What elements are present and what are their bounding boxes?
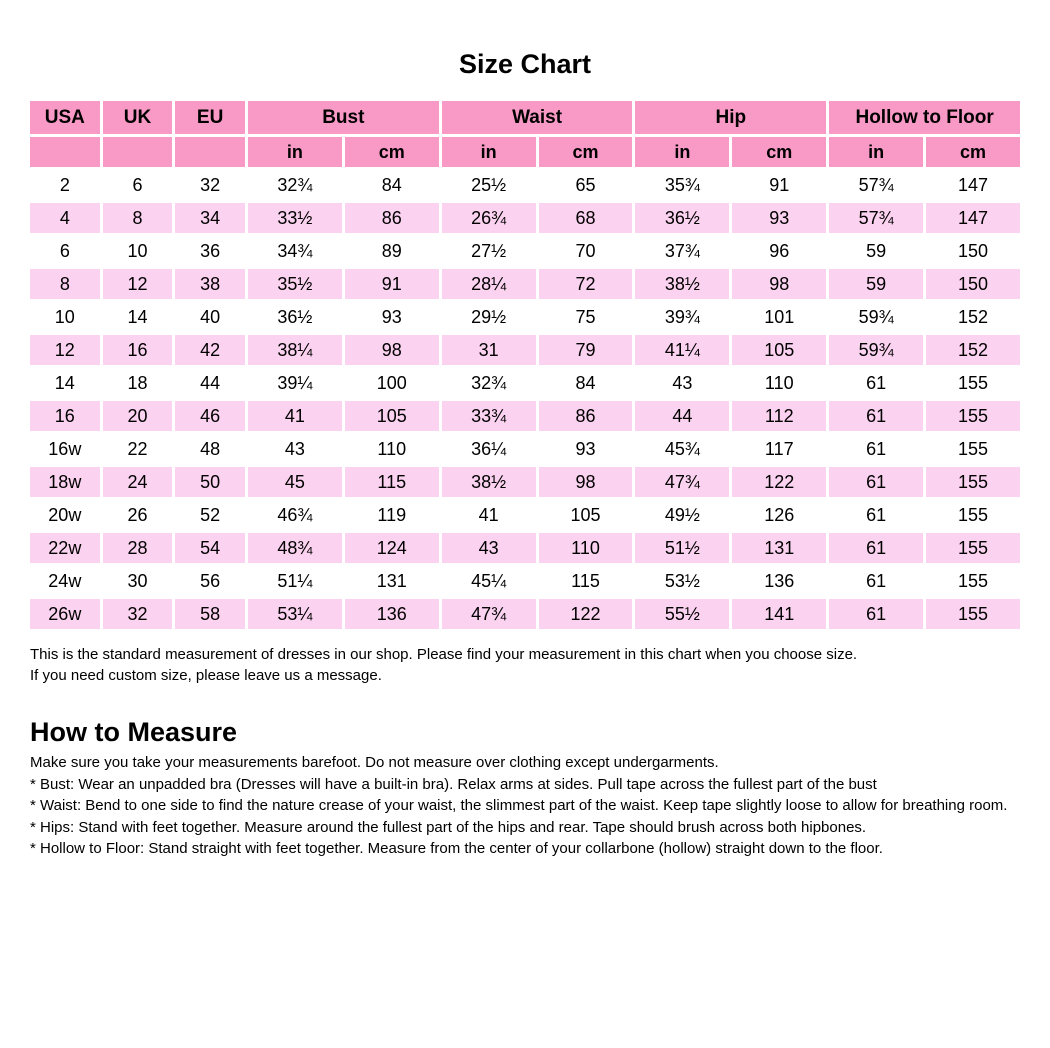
table-cell: 22w: [30, 533, 100, 563]
table-cell: 50: [175, 467, 245, 497]
table-cell: 12: [103, 269, 173, 299]
table-cell: 28: [103, 533, 173, 563]
table-row: [30, 335, 1020, 365]
table-cell: 57¾: [829, 203, 923, 233]
table-cell: 122: [539, 599, 633, 629]
table-cell: 58: [175, 599, 245, 629]
table-row: [30, 533, 1020, 563]
table-cell: 105: [345, 401, 439, 431]
size-chart-body: [30, 170, 1020, 629]
table-cell: 75: [539, 302, 633, 332]
table-row: [30, 599, 1020, 629]
table-cell: 39¼: [248, 368, 342, 398]
table-cell: 79: [539, 335, 633, 365]
table-cell: 59: [829, 236, 923, 266]
measure-item: * Hips: Stand with feet together. Measure around the fullest part of the hips and rear. Tape should brush across both hipbones.: [30, 818, 867, 836]
table-cell: 84: [539, 368, 633, 398]
table-cell: 59: [829, 269, 923, 299]
table-cell: 14: [30, 368, 100, 398]
unit-header: in: [829, 137, 923, 167]
table-cell: 26¾: [442, 203, 536, 233]
table-cell: 48: [175, 434, 245, 464]
table-cell: 52: [175, 500, 245, 530]
table-cell: 45: [248, 467, 342, 497]
column-header-waist: Waist: [442, 101, 633, 134]
table-cell: 26: [103, 500, 173, 530]
table-cell: 86: [539, 401, 633, 431]
table-cell: 16: [103, 335, 173, 365]
table-cell: 105: [732, 335, 826, 365]
table-cell: 44: [175, 368, 245, 398]
measure-list: [30, 774, 1020, 860]
table-cell: 152: [926, 302, 1020, 332]
size-chart-table: [27, 98, 1023, 632]
table-cell: 131: [345, 566, 439, 596]
table-cell: 152: [926, 335, 1020, 365]
how-to-measure-heading: How to Measure: [30, 717, 238, 747]
table-cell: 91: [345, 269, 439, 299]
table-cell: 112: [732, 401, 826, 431]
measure-block: [30, 752, 1020, 860]
table-cell: 98: [345, 335, 439, 365]
table-cell: 35¾: [635, 170, 729, 200]
column-header-uk: UK: [103, 101, 173, 134]
table-cell: 110: [539, 533, 633, 563]
table-cell: 155: [926, 599, 1020, 629]
table-cell: 93: [345, 302, 439, 332]
table-row: [30, 368, 1020, 398]
table-cell: 8: [103, 203, 173, 233]
table-row: [30, 467, 1020, 497]
table-cell: 36¼: [442, 434, 536, 464]
table-cell: 10: [103, 236, 173, 266]
table-cell: 105: [539, 500, 633, 530]
table-row: [30, 269, 1020, 299]
table-cell: 43: [635, 368, 729, 398]
table-cell: 39¾: [635, 302, 729, 332]
empty-header-cell: [30, 137, 100, 167]
table-cell: 28¼: [442, 269, 536, 299]
table-cell: 31: [442, 335, 536, 365]
table-cell: 98: [539, 467, 633, 497]
table-cell: 155: [926, 467, 1020, 497]
table-cell: 141: [732, 599, 826, 629]
table-cell: 16: [30, 401, 100, 431]
table-cell: 61: [829, 467, 923, 497]
unit-header: cm: [926, 137, 1020, 167]
table-cell: 40: [175, 302, 245, 332]
table-cell: 6: [103, 170, 173, 200]
column-header-bust: Bust: [248, 101, 439, 134]
table-cell: 38¼: [248, 335, 342, 365]
table-cell: 47¾: [442, 599, 536, 629]
measure-item: * Hollow to Floor: Stand straight with feet together. Measure from the center of your collarbone (hollow) straight down to the floor.: [30, 840, 883, 857]
table-cell: 61: [829, 500, 923, 530]
table-cell: 8: [30, 269, 100, 299]
column-header-usa: USA: [30, 101, 100, 134]
table-cell: 86: [345, 203, 439, 233]
table-row: [30, 566, 1020, 596]
table-cell: 155: [926, 434, 1020, 464]
table-cell: 61: [829, 566, 923, 596]
measure-item: * Bust: Wear an unpadded bra (Dresses will have a built-in bra). Relax arms at sides. Pull tape across the fullest part of the bust: [30, 775, 877, 793]
table-cell: 119: [345, 500, 439, 530]
table-cell: 6: [30, 236, 100, 266]
table-cell: 22: [103, 434, 173, 464]
table-cell: 32¾: [442, 368, 536, 398]
table-cell: 33¾: [442, 401, 536, 431]
table-cell: 70: [539, 236, 633, 266]
table-cell: 61: [829, 401, 923, 431]
table-cell: 46¾: [248, 500, 342, 530]
table-cell: 59¾: [829, 335, 923, 365]
table-cell: 155: [926, 533, 1020, 563]
table-cell: 47¾: [635, 467, 729, 497]
measure-item: * Waist: Bend to one side to find the nature crease of your waist, the slimmest part of the waist. Keep tape slightly loose to allow for breathing room.: [30, 797, 1008, 814]
table-cell: 150: [926, 269, 1020, 299]
table-cell: 4: [30, 203, 100, 233]
table-row: [30, 302, 1020, 332]
table-cell: 155: [926, 368, 1020, 398]
table-cell: 100: [345, 368, 439, 398]
table-cell: 155: [926, 566, 1020, 596]
table-cell: 122: [732, 467, 826, 497]
table-cell: 36½: [248, 302, 342, 332]
table-cell: 37¾: [635, 236, 729, 266]
table-cell: 20: [103, 401, 173, 431]
empty-header-cell: [175, 137, 245, 167]
table-row: [30, 203, 1020, 233]
table-cell: 84: [345, 170, 439, 200]
table-cell: 117: [732, 434, 826, 464]
table-cell: 110: [345, 434, 439, 464]
unit-header: cm: [345, 137, 439, 167]
table-cell: 115: [539, 566, 633, 596]
table-cell: 24: [103, 467, 173, 497]
size-note-line-2: If you need custom size, please leave us a message.: [30, 667, 382, 684]
table-unit-row: [30, 137, 1020, 167]
table-cell: 20w: [30, 500, 100, 530]
table-cell: 2: [30, 170, 100, 200]
table-cell: 41: [248, 401, 342, 431]
table-cell: 51½: [635, 533, 729, 563]
table-row: [30, 401, 1020, 431]
table-cell: 48¾: [248, 533, 342, 563]
unit-header: cm: [539, 137, 633, 167]
table-cell: 110: [732, 368, 826, 398]
table-cell: 150: [926, 236, 1020, 266]
size-chart-page: [0, 48, 1050, 1048]
table-cell: 29½: [442, 302, 536, 332]
table-cell: 41¼: [635, 335, 729, 365]
table-cell: 45¾: [635, 434, 729, 464]
table-cell: 24w: [30, 566, 100, 596]
table-cell: 56: [175, 566, 245, 596]
table-cell: 101: [732, 302, 826, 332]
table-cell: 49½: [635, 500, 729, 530]
table-cell: 136: [345, 599, 439, 629]
table-cell: 55½: [635, 599, 729, 629]
table-cell: 98: [732, 269, 826, 299]
page-title: Size Chart: [458, 49, 592, 79]
table-cell: 68: [539, 203, 633, 233]
table-cell: 33½: [248, 203, 342, 233]
table-cell: 10: [30, 302, 100, 332]
table-cell: 65: [539, 170, 633, 200]
table-cell: 45¼: [442, 566, 536, 596]
table-cell: 36: [175, 236, 245, 266]
table-cell: 96: [732, 236, 826, 266]
table-cell: 14: [103, 302, 173, 332]
table-cell: 41: [442, 500, 536, 530]
table-cell: 38½: [635, 269, 729, 299]
table-cell: 147: [926, 203, 1020, 233]
table-cell: 61: [829, 599, 923, 629]
table-cell: 18w: [30, 467, 100, 497]
unit-header: in: [635, 137, 729, 167]
table-cell: 115: [345, 467, 439, 497]
table-cell: 91: [732, 170, 826, 200]
table-cell: 93: [732, 203, 826, 233]
table-cell: 38: [175, 269, 245, 299]
table-cell: 59¾: [829, 302, 923, 332]
table-cell: 30: [103, 566, 173, 596]
table-cell: 32¾: [248, 170, 342, 200]
table-cell: 136: [732, 566, 826, 596]
table-cell: 124: [345, 533, 439, 563]
table-cell: 155: [926, 500, 1020, 530]
column-header-hollow-to-floor: Hollow to Floor: [829, 101, 1020, 134]
table-cell: 43: [248, 434, 342, 464]
table-cell: 27½: [442, 236, 536, 266]
size-notes: [30, 644, 1020, 686]
table-cell: 42: [175, 335, 245, 365]
table-cell: 57¾: [829, 170, 923, 200]
unit-header: in: [442, 137, 536, 167]
unit-header: in: [248, 137, 342, 167]
unit-header: cm: [732, 137, 826, 167]
table-cell: 126: [732, 500, 826, 530]
table-cell: 72: [539, 269, 633, 299]
table-row: [30, 500, 1020, 530]
column-header-hip: Hip: [635, 101, 826, 134]
table-cell: 46: [175, 401, 245, 431]
table-cell: 53¼: [248, 599, 342, 629]
size-note-line-1: This is the standard measurement of dresses in our shop. Please find your measurement in this chart when you choose size.: [30, 646, 858, 663]
table-cell: 93: [539, 434, 633, 464]
table-cell: 53½: [635, 566, 729, 596]
measure-intro: Make sure you take your measurements barefoot. Do not measure over clothing except undergarments.: [30, 754, 719, 771]
table-cell: 89: [345, 236, 439, 266]
table-cell: 54: [175, 533, 245, 563]
table-cell: 32: [103, 599, 173, 629]
table-cell: 61: [829, 368, 923, 398]
table-cell: 34¾: [248, 236, 342, 266]
table-cell: 12: [30, 335, 100, 365]
table-cell: 147: [926, 170, 1020, 200]
table-cell: 35½: [248, 269, 342, 299]
table-cell: 32: [175, 170, 245, 200]
table-row: [30, 434, 1020, 464]
table-cell: 38½: [442, 467, 536, 497]
empty-header-cell: [103, 137, 173, 167]
table-cell: 16w: [30, 434, 100, 464]
table-row: [30, 236, 1020, 266]
table-cell: 51¼: [248, 566, 342, 596]
table-cell: 25½: [442, 170, 536, 200]
table-cell: 34: [175, 203, 245, 233]
table-cell: 26w: [30, 599, 100, 629]
table-cell: 44: [635, 401, 729, 431]
table-cell: 36½: [635, 203, 729, 233]
table-cell: 131: [732, 533, 826, 563]
table-cell: 155: [926, 401, 1020, 431]
table-cell: 18: [103, 368, 173, 398]
table-cell: 61: [829, 434, 923, 464]
table-header-row: [30, 101, 1020, 134]
table-row: [30, 170, 1020, 200]
table-cell: 61: [829, 533, 923, 563]
column-header-eu: EU: [175, 101, 245, 134]
table-cell: 43: [442, 533, 536, 563]
